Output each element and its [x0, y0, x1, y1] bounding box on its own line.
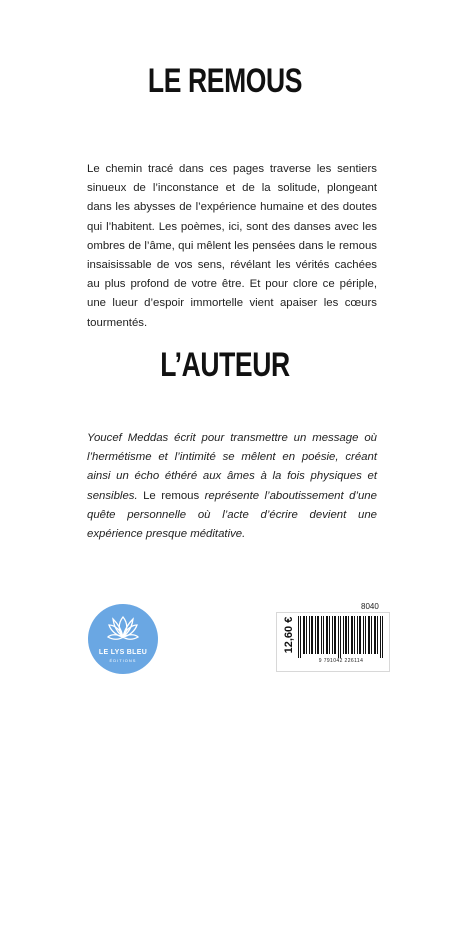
author-bio [87, 429, 377, 544]
publisher-name: LE LYS BLEU [98, 649, 148, 656]
lotus-icon [88, 604, 158, 674]
isbn-barcode [298, 616, 384, 658]
author-bio-book-name: Le remous [143, 489, 200, 502]
author-heading: L’AUTEUR [160, 346, 290, 384]
book-title: LE REMOUS [147, 62, 303, 100]
price-label: 12,60 € [283, 616, 295, 654]
publisher-subtitle: ÉDITIONS [109, 658, 137, 663]
book-summary: Le chemin tracé dans ces pages traverse les sentiers sinueux de l’inconstance et de la solitude, plongeant dans les abysses de l’expérience humaine et des doutes qui l’habitent. Les poèmes, ici, sont des danses avec les ombres de l’âme, qui mêlent les pensées dans le remous insaisissable de vos sens, révélant les vérités cachées au plus profond de votre être. Et pour clore ce périple, une lueur d’espoir immortelle vient apaiser les cœurs tourmentés. [87, 163, 377, 329]
author-bio-part2: représente l’aboutissement d’une quête personnelle où l’acte d’écrire devient une expérience presque méditative. [87, 489, 377, 541]
publisher-logo [88, 604, 158, 674]
author-bio-part1: Youcef Meddas écrit pour transmettre un message où l’hermétisme et l’intimité se mêlent en poésie, créant ainsi un écho éthéré aux âmes à la fois physiques et sensibles. [87, 432, 377, 502]
isbn-number: 9 791042 226114 [318, 658, 364, 664]
product-code: 8040 [361, 602, 379, 611]
